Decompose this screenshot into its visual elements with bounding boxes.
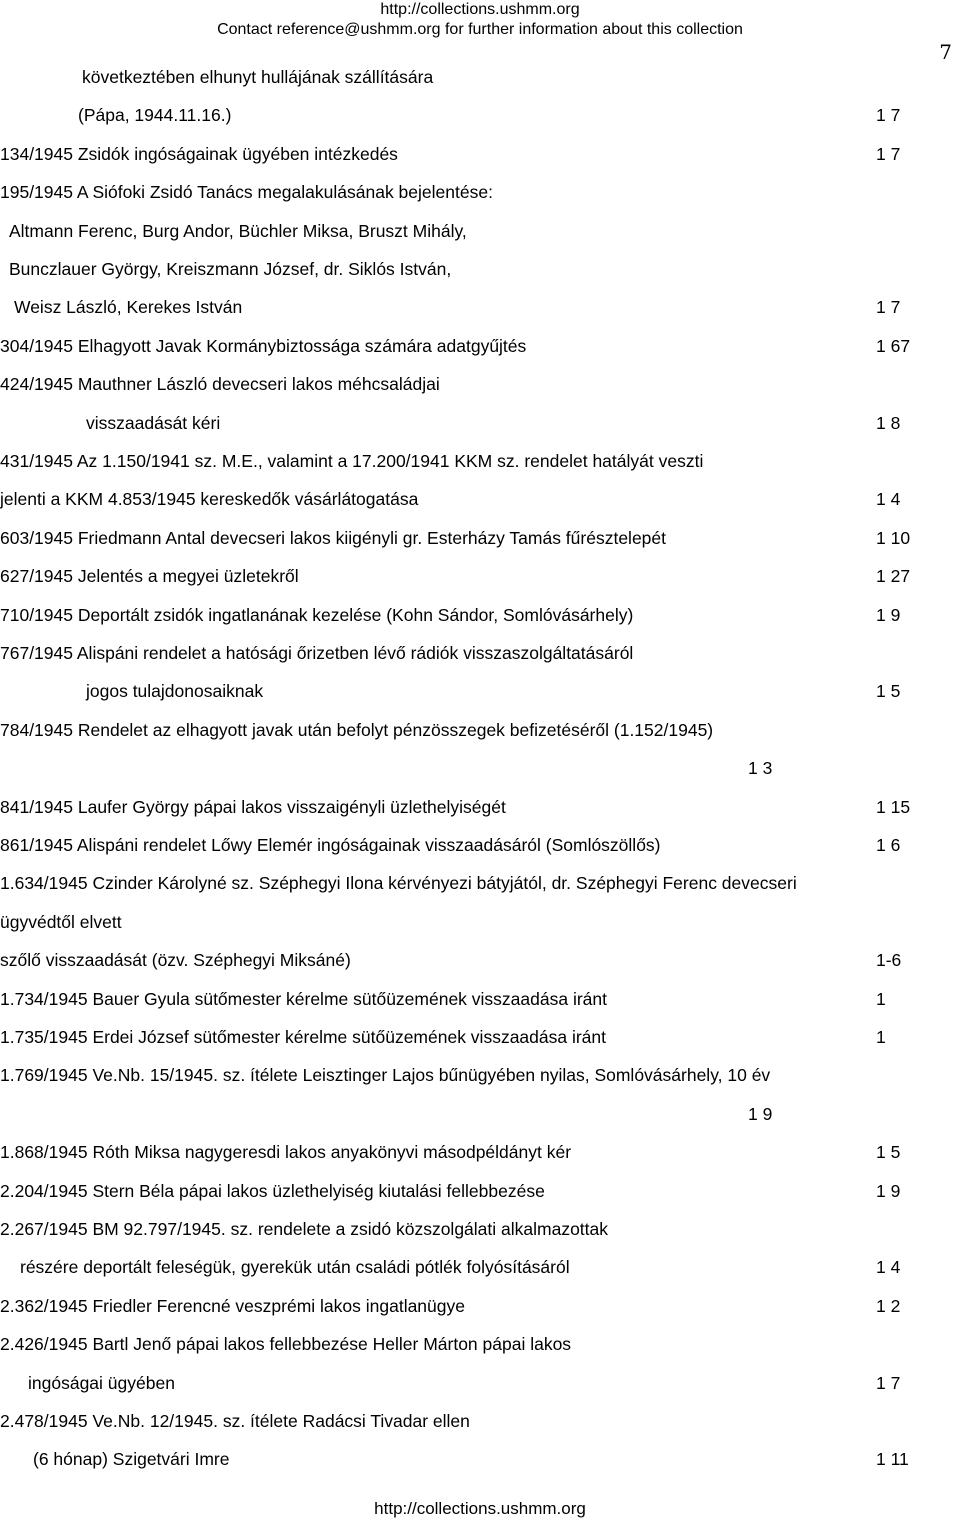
- entry-page-ref: 1 4: [876, 489, 901, 509]
- entry-page-ref: 1 2: [876, 1296, 901, 1316]
- entry-line: következtében elhunyt hullájának szállítására: [82, 67, 434, 87]
- entry-line: 1.868/1945 Róth Miksa nagygeresdi lakos anyakönyvi másodpéldányt kér: [0, 1142, 572, 1162]
- entry-line: (Pápa, 1944.11.16.): [78, 105, 232, 125]
- entry-page-ref: 1 5: [876, 681, 901, 701]
- entry-page-ref: 1 7: [876, 105, 901, 125]
- entry-line: 1.769/1945 Ve.Nb. 15/1945. sz. ítélete Leisztinger Lajos bűnügyében nyilas, Somlóvásárhely, 10 év: [0, 1065, 771, 1085]
- entry-line: 424/1945 Mauthner László devecseri lakos méhcsaládjai: [0, 374, 440, 394]
- entry-line: 1.634/1945 Czinder Károlyné sz. Széphegyi Ilona kérvényezi bátyjától, dr. Széphegyi Ferenc devecseri: [0, 873, 797, 893]
- entry-line: 2.362/1945 Friedler Ferencné veszprémi lakos ingatlanügye: [0, 1296, 465, 1316]
- entry-page-ref: 1 6: [876, 835, 901, 855]
- header-url: http://collections.ushmm.org: [380, 1, 580, 18]
- footer-url: http://collections.ushmm.org: [374, 1499, 586, 1518]
- entry-page-ref: 1 9: [876, 605, 901, 625]
- entry-page-ref: 1 7: [876, 1373, 901, 1393]
- entry-page-ref: 1 5: [876, 1142, 901, 1162]
- entry-line: 1.734/1945 Bauer Gyula sütőmester kérelme sütőüzemének visszaadása iránt: [0, 989, 607, 1009]
- entry-line: 195/1945 A Siófoki Zsidó Tanács megalakulásának bejelentése:: [0, 182, 493, 202]
- entry-line: Altmann Ferenc, Burg Andor, Büchler Miksa, Bruszt Mihály,: [9, 221, 467, 241]
- entry-line: szőlő visszaadását (özv. Széphegyi Miksáné): [0, 950, 351, 970]
- entry-line: 603/1945 Friedmann Antal devecseri lakos kiigényli gr. Esterházy Tamás fűrésztelepét: [0, 528, 667, 548]
- entry-page-ref: 1 7: [876, 297, 901, 317]
- entry-page-ref: 1 8: [876, 413, 901, 433]
- entry-page-ref: 1 7: [876, 144, 901, 164]
- entry-line: 861/1945 Alispáni rendelet Lőwy Elemér ingóságainak visszaadásáról (Somlószöllős): [0, 835, 661, 855]
- entry-line: 1.735/1945 Erdei József sütőmester kérelme sütőüzemének visszaadása iránt: [0, 1027, 607, 1047]
- entry-line: (6 hónap) Szigetvári Imre: [33, 1449, 230, 1469]
- entry-line: 431/1945 Az 1.150/1941 sz. M.E., valamint a 17.200/1941 KKM sz. rendelet hatályát veszti: [0, 451, 704, 471]
- entry-line: jogos tulajdonosaiknak: [86, 681, 264, 701]
- entry-line: ingóságai ügyében: [28, 1373, 175, 1393]
- entry-line: részére deportált feleségük, gyerekük után családi pótlék folyósításáról: [20, 1257, 570, 1277]
- entry-line: Weisz László, Kerekes István: [14, 297, 243, 317]
- page-number: 7: [939, 40, 952, 64]
- entry-line: 304/1945 Elhagyott Javak Kormánybiztossága számára adatgyűjtés: [0, 336, 527, 356]
- entry-page-ref: 1: [876, 989, 886, 1009]
- entry-line: 767/1945 Alispáni rendelet a hatósági őrizetben lévő rádiók visszaszolgáltatásáról: [0, 643, 634, 663]
- entry-line: Bunczlauer György, Kreiszmann József, dr. Siklós István,: [9, 259, 452, 279]
- entry-page-ref: 1-6: [876, 950, 902, 970]
- entry-page-ref: 1 3: [748, 758, 773, 778]
- entry-line: 841/1945 Laufer György pápai lakos visszaigényli üzlethelyiségét: [0, 797, 506, 817]
- entry-page-ref: 1: [876, 1027, 886, 1047]
- entry-page-ref: 1 9: [748, 1104, 773, 1124]
- entry-line: 2.204/1945 Stern Béla pápai lakos üzlethelyiség kiutalási fellebbezése: [0, 1181, 545, 1201]
- entry-page-ref: 1 10: [876, 528, 911, 548]
- entry-line: 710/1945 Deportált zsidók ingatlanának kezelése (Kohn Sándor, Somlóvásárhely): [0, 605, 634, 625]
- entry-page-ref: 1 27: [876, 566, 911, 586]
- entry-line: 627/1945 Jelentés a megyei üzletekről: [0, 566, 299, 586]
- entry-page-ref: 1 67: [876, 336, 911, 356]
- entry-line: 784/1945 Rendelet az elhagyott javak után befolyt pénzösszegek befizetéséről (1.152/1945): [0, 720, 714, 740]
- entry-page-ref: 1 11: [876, 1449, 909, 1469]
- entry-page-ref: 1 4: [876, 1257, 901, 1277]
- entry-line: ügyvédtől elvett: [0, 912, 122, 932]
- entry-page-ref: 1 9: [876, 1181, 901, 1201]
- entry-line: jelenti a KKM 4.853/1945 kereskedők vásárlátogatása: [0, 489, 419, 509]
- entry-page-ref: 1 15: [876, 797, 911, 817]
- entry-line: 2.267/1945 BM 92.797/1945. sz. rendelete a zsidó közszolgálati alkalmazottak: [0, 1219, 609, 1239]
- header-contact: Contact reference@ushmm.org for further information about this collection: [217, 21, 743, 38]
- entry-line: 2.426/1945 Bartl Jenő pápai lakos fellebbezése Heller Márton pápai lakos: [0, 1334, 572, 1354]
- entry-line: visszaadását kéri: [86, 413, 221, 433]
- entry-line: 2.478/1945 Ve.Nb. 12/1945. sz. ítélete Radácsi Tivadar ellen: [0, 1411, 470, 1431]
- entry-line: 134/1945 Zsidók ingóságainak ügyében intézkedés: [0, 144, 398, 164]
